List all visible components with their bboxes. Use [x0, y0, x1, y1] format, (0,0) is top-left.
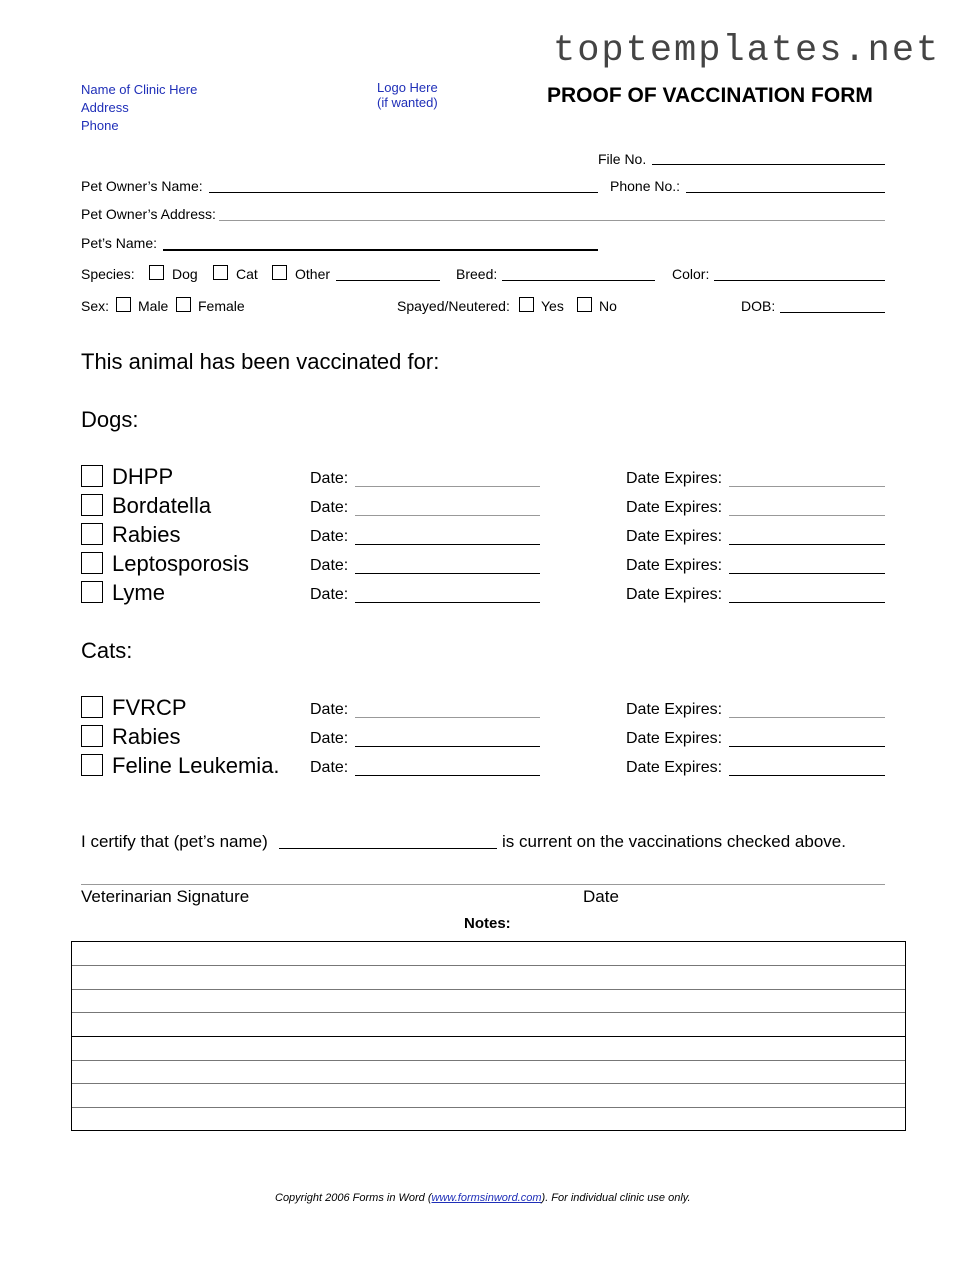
- feline-leukemia-checkbox[interactable]: [81, 754, 103, 776]
- logo-line-1: Logo Here: [377, 80, 438, 95]
- leptosporosis-checkbox[interactable]: [81, 552, 103, 574]
- bordatella-date-field[interactable]: [355, 515, 540, 516]
- notes-label: Notes:: [464, 915, 511, 932]
- feline-leukemia-expires-label: Date Expires:: [626, 759, 723, 776]
- logo-placeholder: [377, 80, 438, 110]
- fvrcp-checkbox[interactable]: [81, 696, 103, 718]
- clinic-address: Address: [81, 100, 129, 115]
- bordatella-label: Bordatella: [112, 493, 212, 518]
- leptosporosis-expires-field[interactable]: [729, 573, 885, 574]
- feline-leukemia-label: Feline Leukemia.: [112, 753, 280, 778]
- rabies-cat-label: Rabies: [112, 724, 181, 749]
- footer-copyright: [275, 1192, 691, 1204]
- color-label: Color:: [672, 266, 710, 282]
- leptosporosis-label: Leptosporosis: [112, 551, 249, 576]
- signature-date-label: Date: [583, 887, 619, 906]
- dhpp-expires-label: Date Expires:: [626, 470, 723, 487]
- spayed-label: Spayed/Neutered:: [397, 298, 510, 314]
- bordatella-date-label: Date:: [310, 499, 349, 516]
- signature-label: Veterinarian Signature: [81, 887, 250, 906]
- phone-no-label: Phone No.:: [610, 178, 681, 194]
- species-cat-checkbox[interactable]: [213, 265, 228, 280]
- notes-line: [72, 1083, 905, 1084]
- sex-female-label: Female: [198, 298, 245, 314]
- lyme-label: Lyme: [112, 580, 165, 605]
- fvrcp-label: FVRCP: [112, 695, 187, 720]
- fvrcp-date-field[interactable]: [355, 717, 540, 718]
- spayed-no-label: No: [599, 298, 617, 314]
- footer-suffix: ). For individual clinic use only.: [541, 1192, 691, 1204]
- feline-leukemia-expires-field[interactable]: [729, 775, 885, 776]
- bordatella-expires-label: Date Expires:: [626, 499, 723, 516]
- color-field[interactable]: [714, 280, 885, 281]
- rabies-cat-date-field[interactable]: [355, 746, 540, 747]
- pet-name-label: Pet’s Name:: [81, 235, 157, 251]
- file-no-label: File No.: [598, 151, 647, 167]
- pet-name-field[interactable]: [163, 249, 598, 251]
- species-dog-label: Dog: [172, 266, 198, 282]
- rabies-dog-label: Rabies: [112, 522, 181, 547]
- lyme-checkbox[interactable]: [81, 581, 103, 603]
- breed-field[interactable]: [502, 280, 655, 281]
- sex-male-label: Male: [138, 298, 169, 314]
- sex-male-checkbox[interactable]: [116, 297, 131, 312]
- notes-line: [72, 1060, 905, 1061]
- vaccinated-heading: This animal has been vaccinated for:: [81, 349, 440, 374]
- fvrcp-expires-label: Date Expires:: [626, 701, 723, 718]
- sex-label: Sex:: [81, 298, 110, 314]
- dhpp-label: DHPP: [112, 464, 174, 489]
- owner-address-label: Pet Owner’s Address:: [81, 206, 216, 222]
- sex-female-checkbox[interactable]: [176, 297, 191, 312]
- rabies-dog-date-field[interactable]: [355, 544, 540, 545]
- owner-address-field[interactable]: [219, 220, 885, 221]
- notes-line: [72, 989, 905, 990]
- certify-pet-name-field[interactable]: [279, 848, 497, 849]
- footer-prefix: Copyright 2006 Forms in Word (: [275, 1192, 432, 1204]
- lyme-expires-field[interactable]: [729, 602, 885, 603]
- owner-name-field[interactable]: [209, 192, 598, 193]
- clinic-phone: Phone: [81, 118, 119, 133]
- logo-line-2: (if wanted): [377, 95, 438, 110]
- fvrcp-date-label: Date:: [310, 701, 349, 718]
- footer-link[interactable]: www.formsinword.com: [431, 1192, 542, 1204]
- rabies-dog-expires-field[interactable]: [729, 544, 885, 545]
- notes-line: [72, 1036, 905, 1037]
- dhpp-checkbox[interactable]: [81, 465, 103, 487]
- watermark-text: toptemplates.net: [553, 30, 941, 72]
- cats-heading: Cats:: [81, 638, 133, 663]
- notes-line: [72, 1107, 905, 1108]
- breed-label: Breed:: [456, 266, 498, 282]
- rabies-dog-expires-label: Date Expires:: [626, 528, 723, 545]
- spayed-no-checkbox[interactable]: [577, 297, 592, 312]
- certify-suffix: is current on the vaccinations checked above.: [502, 832, 846, 851]
- species-other-checkbox[interactable]: [272, 265, 287, 280]
- form-title: PROOF OF VACCINATION FORM: [547, 84, 873, 107]
- leptosporosis-date-field[interactable]: [355, 573, 540, 574]
- rabies-dog-date-label: Date:: [310, 528, 349, 545]
- rabies-dog-checkbox[interactable]: [81, 523, 103, 545]
- file-no-field[interactable]: [652, 164, 885, 165]
- species-other-field[interactable]: [336, 280, 440, 281]
- dob-field[interactable]: [780, 312, 885, 313]
- leptosporosis-date-label: Date:: [310, 557, 349, 574]
- owner-name-label: Pet Owner’s Name:: [81, 178, 203, 194]
- lyme-date-label: Date:: [310, 586, 349, 603]
- species-other-label: Other: [295, 266, 331, 282]
- notes-line: [72, 965, 905, 966]
- signature-line[interactable]: [81, 884, 885, 885]
- species-label: Species:: [81, 266, 135, 282]
- lyme-date-field[interactable]: [355, 602, 540, 603]
- clinic-name: Name of Clinic Here: [81, 82, 198, 97]
- notes-box[interactable]: [71, 941, 906, 1131]
- spayed-yes-label: Yes: [541, 298, 564, 314]
- dhpp-expires-field[interactable]: [729, 486, 885, 487]
- rabies-cat-date-label: Date:: [310, 730, 349, 747]
- clinic-info: [81, 81, 197, 135]
- dhpp-date-field[interactable]: [355, 486, 540, 487]
- dob-label: DOB:: [741, 298, 776, 314]
- notes-line: [72, 1012, 905, 1013]
- species-cat-label: Cat: [236, 266, 258, 282]
- fvrcp-expires-field[interactable]: [729, 717, 885, 718]
- feline-leukemia-date-label: Date:: [310, 759, 349, 776]
- spayed-yes-checkbox[interactable]: [519, 297, 534, 312]
- feline-leukemia-date-field[interactable]: [355, 775, 540, 776]
- leptosporosis-expires-label: Date Expires:: [626, 557, 723, 574]
- rabies-cat-expires-field[interactable]: [729, 746, 885, 747]
- dhpp-date-label: Date:: [310, 470, 349, 487]
- species-dog-checkbox[interactable]: [149, 265, 164, 280]
- bordatella-checkbox[interactable]: [81, 494, 103, 516]
- dogs-heading: Dogs:: [81, 407, 139, 432]
- bordatella-expires-field[interactable]: [729, 515, 885, 516]
- certify-prefix: I certify that (pet’s name): [81, 832, 268, 851]
- phone-no-field[interactable]: [686, 192, 885, 193]
- lyme-expires-label: Date Expires:: [626, 586, 723, 603]
- rabies-cat-expires-label: Date Expires:: [626, 730, 723, 747]
- rabies-cat-checkbox[interactable]: [81, 725, 103, 747]
